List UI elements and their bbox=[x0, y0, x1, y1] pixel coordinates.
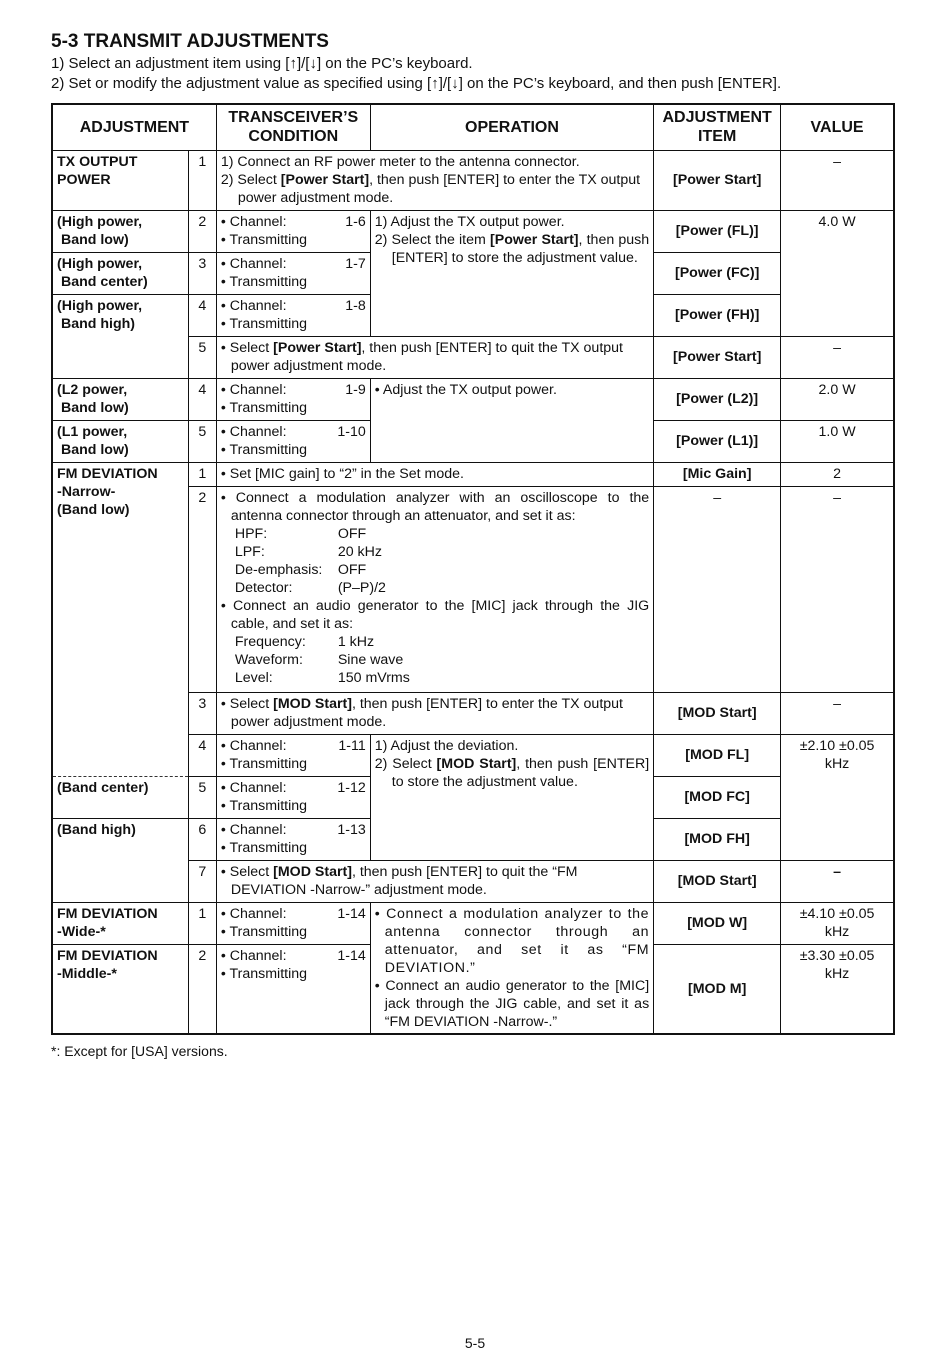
page-header bbox=[51, 30, 895, 94]
step-number: 5 bbox=[188, 776, 216, 818]
step-number: 1 bbox=[188, 150, 216, 210]
operation-cell: 1) Adjust the deviation. 2) Select [MOD Start], then push [ENTER] to store the adjustment value. bbox=[370, 734, 653, 860]
operation-cell: • Select [Power Start], then push [ENTER] to quit the TX output power adjustment mode. bbox=[216, 336, 653, 378]
adjustment-item: [Mic Gain] bbox=[654, 462, 781, 486]
adjustment-name: FM DEVIATION -Narrow- (Band low) bbox=[52, 462, 188, 776]
adjustment-value: ±3.30 ±0.05 kHz bbox=[781, 944, 894, 1034]
adjustment-value: – bbox=[781, 150, 894, 210]
adjustment-item: [Power (FL)] bbox=[654, 210, 781, 252]
condition-cell: • Channel: 1-11 • Transmitting bbox=[216, 734, 370, 776]
step-number: 4 bbox=[188, 378, 216, 420]
condition-cell: • Channel: 1-13 • Transmitting bbox=[216, 818, 370, 860]
adjustment-name bbox=[52, 860, 188, 902]
operation-cell: • Set [MIC gain] to “2” in the Set mode. bbox=[216, 462, 653, 486]
adjustment-item: [MOD FL] bbox=[654, 734, 781, 776]
step-number: 4 bbox=[188, 734, 216, 776]
condition-cell: • Channel: 1-10 • Transmitting bbox=[216, 420, 370, 462]
header-value: VALUE bbox=[781, 104, 894, 150]
table-row bbox=[52, 150, 894, 210]
adjustment-value: 4.0 W bbox=[781, 210, 894, 336]
page-number: 5-5 bbox=[464, 1335, 486, 1351]
table-row bbox=[52, 462, 894, 486]
adjustment-item: – bbox=[654, 486, 781, 692]
table-row bbox=[52, 336, 894, 378]
adjustment-name: FM DEVIATION -Middle-* bbox=[52, 944, 188, 1034]
footnote: *: Except for [USA] versions. bbox=[51, 1043, 228, 1059]
step-number: 2 bbox=[188, 486, 216, 692]
header-item: ADJUSTMENT ITEM bbox=[654, 104, 781, 150]
header-condition: TRANSCEIVER’S CONDITION bbox=[216, 104, 370, 150]
step-number: 2 bbox=[188, 210, 216, 252]
operation-cell: • Adjust the TX output power. bbox=[370, 378, 653, 462]
adjustment-value: – bbox=[781, 692, 894, 734]
adjustment-value: 2.0 W bbox=[781, 378, 894, 420]
adjustment-name: (High power, Band high) bbox=[52, 294, 188, 336]
table-row bbox=[52, 210, 894, 252]
adjustment-value: – bbox=[781, 336, 894, 378]
condition-cell: • Channel: 1-7 • Transmitting bbox=[216, 252, 370, 294]
adjustment-item: [MOD Start] bbox=[654, 860, 781, 902]
operation-cell: 1) Adjust the TX output power. 2) Select the item [Power Start], then push [ENTER] to store the adjustment value. bbox=[370, 210, 653, 336]
step-number: 2 bbox=[188, 944, 216, 1034]
adjustment-name: (High power, Band center) bbox=[52, 252, 188, 294]
step-number: 4 bbox=[188, 294, 216, 336]
condition-cell: • Channel: 1-8 • Transmitting bbox=[216, 294, 370, 336]
step-number: 5 bbox=[188, 420, 216, 462]
adjustment-item: [Power (L2)] bbox=[654, 378, 781, 420]
header-operation: OPERATION bbox=[370, 104, 653, 150]
adjustment-name: FM DEVIATION -Wide-* bbox=[52, 902, 188, 944]
adjustment-name: (Band high) bbox=[52, 818, 188, 860]
operation-cell: • Select [MOD Start], then push [ENTER] to quit the “FM DEVIATION -Narrow-” adjustment mode. bbox=[216, 860, 653, 902]
instruction-1: 1) Select an adjustment item using [↑]/[↓] on the PC’s keyboard. bbox=[51, 55, 473, 72]
step-number: 5 bbox=[188, 336, 216, 378]
header-adjustment: ADJUSTMENT bbox=[52, 104, 216, 150]
table-header-row bbox=[52, 104, 894, 150]
step-number: 6 bbox=[188, 818, 216, 860]
operation-cell: • Connect a modulation analyzer to the antenna connector through an attenuator, and set it as “FM DEVIATION.” • Connect an audio generator to the [MIC] jack through the JIG cable, and set it as “FM DEVIATION -Narrow-.” bbox=[370, 902, 653, 1034]
step-number: 7 bbox=[188, 860, 216, 902]
table-row bbox=[52, 860, 894, 902]
adjustment-name: TX OUTPUT POWER bbox=[52, 150, 188, 210]
condition-cell: • Channel: 1-14 • Transmitting bbox=[216, 902, 370, 944]
step-number: 3 bbox=[188, 252, 216, 294]
condition-cell: • Channel: 1-14 • Transmitting bbox=[216, 944, 370, 1034]
instruction-2: 2) Set or modify the adjustment value as specified using [↑]/[↓] on the PC’s keyboard, and then push [ENTER]. bbox=[51, 75, 782, 92]
adjustment-item: [Power (FC)] bbox=[654, 252, 781, 294]
table-row bbox=[52, 378, 894, 420]
condition-cell: • Channel: 1-12 • Transmitting bbox=[216, 776, 370, 818]
adjustment-item: [Power Start] bbox=[654, 150, 781, 210]
adjustment-item: [Power (L1)] bbox=[654, 420, 781, 462]
adjustment-item: [Power (FH)] bbox=[654, 294, 781, 336]
adjustment-item: [Power Start] bbox=[654, 336, 781, 378]
adjustment-name: (L1 power, Band low) bbox=[52, 420, 188, 462]
adjustment-name: (High power, Band low) bbox=[52, 210, 188, 252]
condition-cell: • Channel: 1-6 • Transmitting bbox=[216, 210, 370, 252]
transmit-adjustments-table bbox=[51, 103, 895, 1035]
table-row bbox=[52, 902, 894, 944]
section-title: 5-3 TRANSMIT ADJUSTMENTS bbox=[51, 31, 329, 52]
step-number: 1 bbox=[188, 462, 216, 486]
adjustment-item: [MOD M] bbox=[654, 944, 781, 1034]
adjustment-name: (Band center) bbox=[52, 776, 188, 818]
adjustment-value: – bbox=[781, 860, 894, 902]
adjustment-value: ±2.10 ±0.05 kHz bbox=[781, 734, 894, 860]
operation-cell: • Select [MOD Start], then push [ENTER] to enter the TX output power adjustment mode. bbox=[216, 692, 653, 734]
condition-cell: • Channel: 1-9 • Transmitting bbox=[216, 378, 370, 420]
adjustment-value: ±4.10 ±0.05 kHz bbox=[781, 902, 894, 944]
adjustment-value: 1.0 W bbox=[781, 420, 894, 462]
adjustment-item: [MOD FC] bbox=[654, 776, 781, 818]
operation-cell: 1) Connect an RF power meter to the antenna connector. 2) Select [Power Start], then push [ENTER] to enter the TX output power adjustment mode. bbox=[216, 150, 653, 210]
adjustment-item: [MOD W] bbox=[654, 902, 781, 944]
adjustment-name bbox=[52, 336, 188, 378]
step-number: 1 bbox=[188, 902, 216, 944]
adjustment-name: (L2 power, Band low) bbox=[52, 378, 188, 420]
step-number: 3 bbox=[188, 692, 216, 734]
adjustment-value: – bbox=[781, 486, 894, 692]
adjustment-value: 2 bbox=[781, 462, 894, 486]
adjustment-item: [MOD FH] bbox=[654, 818, 781, 860]
operation-cell: • Connect a modulation analyzer with an oscilloscope to the antenna connector through an attenuator, and set it as: HPF: OFF LPF: 20 kHz De-emphasis: OFF Detector: (P–P)/2 • Connect an audio generator to the [MIC] jack through the JIG cable, and set it as: Frequency: 1 kHz Waveform: Sine wave Level: 150 mVrms bbox=[216, 486, 653, 692]
adjustment-item: [MOD Start] bbox=[654, 692, 781, 734]
